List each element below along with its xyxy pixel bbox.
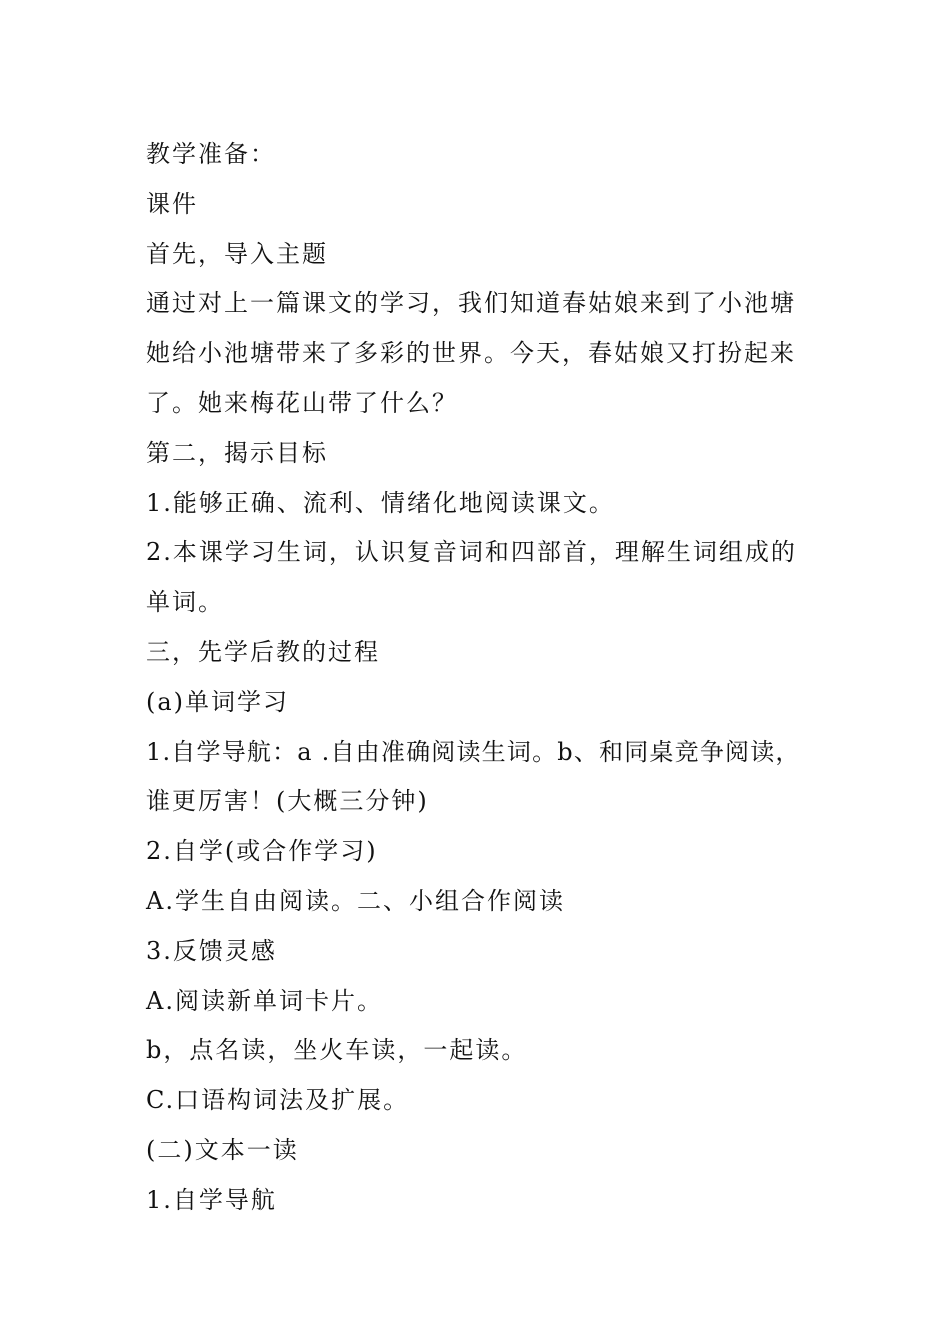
list-item: 1.能够正确、流利、情绪化地阅读课文。 xyxy=(146,488,615,517)
list-item: 2.自学(或合作学习) xyxy=(146,837,378,866)
list-item: b，点名读，坐火车读，一起读。 xyxy=(146,1036,528,1065)
list-item: A.阅读新单词卡片。 xyxy=(146,986,383,1015)
list-item: 3.反馈灵感 xyxy=(146,936,277,965)
document-page xyxy=(146,130,826,1226)
list-item: C.口语构词法及扩展。 xyxy=(146,1086,410,1115)
subsection-heading: (二)文本一读 xyxy=(146,1135,299,1164)
section-heading-intro: 首先，导入主题 xyxy=(146,239,328,268)
list-item: A.学生自由阅读。二、小组合作阅读 xyxy=(146,886,565,915)
list-item: 2.本课学习生词，认识复音词和四部首，理解生词组成的 xyxy=(146,538,797,567)
section-heading-preparation: 教学准备： xyxy=(146,140,276,168)
section-heading-goals: 第二，揭示目标 xyxy=(146,438,328,467)
text-line: 谁更厉害！(大概三分钟) xyxy=(146,787,429,816)
text-line: 单词。 xyxy=(146,588,224,617)
text-line: 通过对上一篇课文的学习，我们知道春姑娘来到了小池塘 xyxy=(146,289,796,318)
text-line: 课件 xyxy=(146,189,198,218)
list-item: 1.自学导航：a .自由准确阅读生词。b、和同桌竞争阅读， xyxy=(146,737,801,766)
text-line: 了。她来梅花山带了什么？ xyxy=(146,388,458,417)
list-item: 1.自学导航 xyxy=(146,1185,277,1214)
text-line: 她给小池塘带来了多彩的世界。今天，春姑娘又打扮起来 xyxy=(146,339,796,368)
section-heading-process: 三，先学后教的过程 xyxy=(146,637,380,666)
subsection-heading: (a)单词学习 xyxy=(146,687,290,716)
